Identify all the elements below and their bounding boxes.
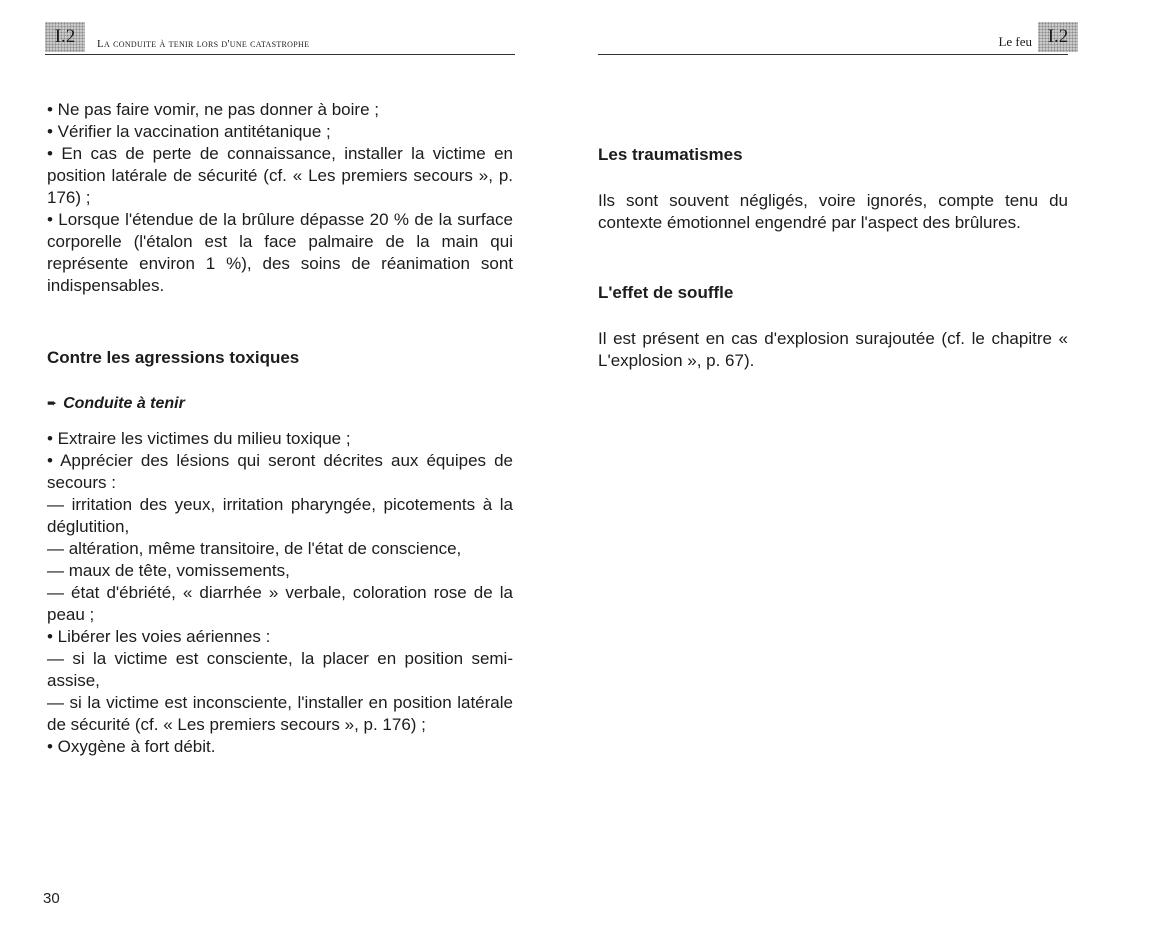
list-item: • Extraire les victimes du milieu toxique ; (47, 429, 351, 448)
section-heading: L'effet de souffle (598, 283, 734, 302)
right-page-content (598, 144, 1068, 372)
section-heading: Contre les agressions toxiques (47, 348, 300, 367)
list-item: • Oxygène à fort débit. (47, 737, 216, 756)
list-item: — altération, même transitoire, de l'état de conscience, (47, 539, 462, 558)
list-item: — si la victime est inconsciente, l'installer en position latérale de sécurité (cf. « Les premiers secours », p. 176) ; (47, 693, 513, 734)
chapter-badge: I.2 (1038, 22, 1078, 52)
list-item: — état d'ébriété, « diarrhée » verbale, coloration rose de la peau ; (47, 583, 513, 624)
list-item: — si la victime est consciente, la placer en position semi-assise, (47, 649, 513, 690)
subheading (47, 392, 513, 415)
list-item: • Ne pas faire vomir, ne pas donner à boire ; (47, 100, 379, 119)
left-page (0, 0, 585, 935)
list-item: • En cas de perte de connaissance, installer la victime en position latérale de sécurité (cf. « Les premiers secours », p. 176) ; (47, 144, 513, 207)
list-item: — maux de tête, vomissements, (47, 561, 290, 580)
arrow-icon: ➨ (47, 396, 58, 410)
right-page (585, 0, 1175, 935)
left-page-header (45, 22, 515, 55)
chapter-badge: I.2 (45, 22, 85, 52)
list-item: — irritation des yeux, irritation pharyngée, picotements à la déglutition, (47, 495, 513, 536)
running-title: La conduite à tenir lors d'une catastrophe (97, 38, 310, 50)
list-item: • Vérifier la vaccination antitétanique ; (47, 122, 331, 141)
list-item: • Libérer les voies aériennes : (47, 627, 271, 646)
list-item: • Lorsque l'étendue de la brûlure dépasse 20 % de la surface corporelle (l'étalon est la face palmaire de la main qui représente environ 1 %), des soins de réanimation sont indispensables. (47, 210, 513, 295)
page-number: 30 (43, 890, 60, 907)
subheading-label: Conduite à tenir (63, 395, 185, 412)
paragraph: Ils sont souvent négligés, voire ignorés, compte tenu du contexte émotionnel engendré par l'aspect des brûlures. (598, 191, 1068, 232)
left-page-content (47, 99, 513, 758)
paragraph: Il est présent en cas d'explosion surajoutée (cf. le chapitre « L'explosion », p. 67). (598, 329, 1068, 370)
right-page-header (598, 22, 1068, 55)
section-heading: Les traumatismes (598, 145, 743, 164)
list-item: • Apprécier des lésions qui seront décrites aux équipes de secours : (47, 451, 513, 492)
running-title: Le feu (998, 34, 1032, 49)
